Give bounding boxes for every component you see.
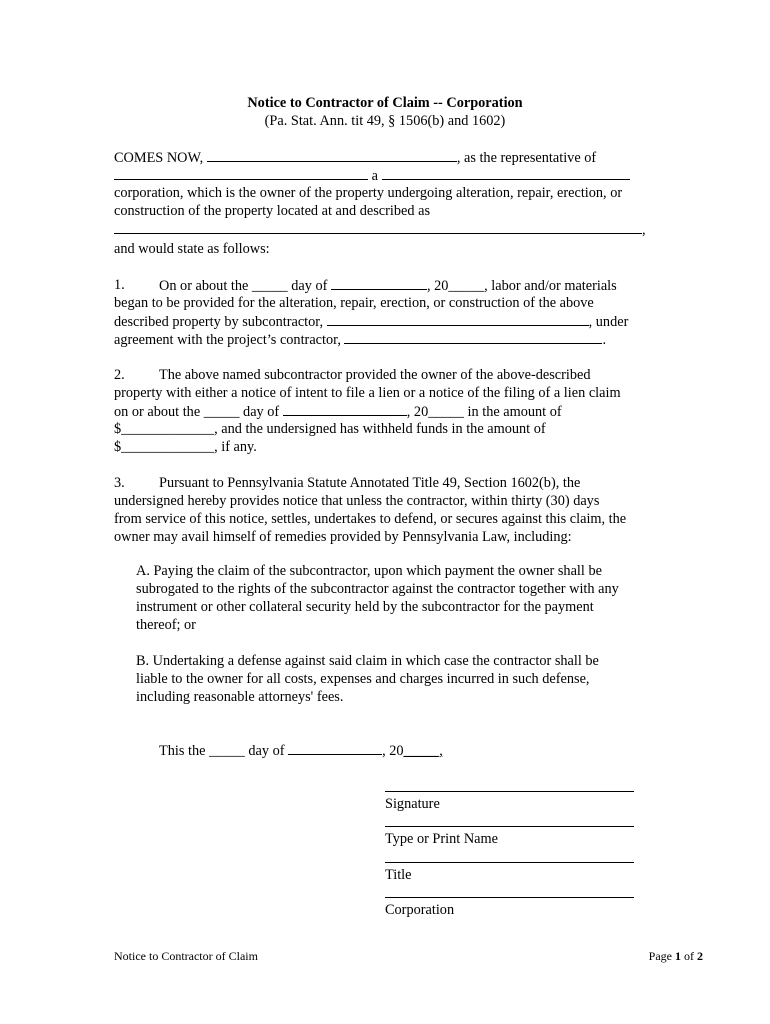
comes-now-text: COMES NOW,	[114, 150, 204, 166]
p3-line-4: owner may avail himself of remedies provided by Pennsylvania Law, including:	[114, 529, 572, 545]
p2-month-field[interactable]	[283, 402, 407, 416]
corporation-rule[interactable]	[385, 897, 634, 898]
date-day-text: This the _____ day of	[159, 743, 285, 759]
p3-number: 3.	[114, 475, 125, 491]
property-description-field[interactable]	[114, 220, 642, 234]
representative-name-field[interactable]	[207, 148, 457, 162]
p1-line-3	[114, 312, 628, 331]
corporation-state-field[interactable]	[382, 166, 630, 180]
p1-day-text: On or about the _____ day of	[159, 278, 328, 294]
p1-period-text: .	[602, 332, 607, 348]
p2-line-4: $_____________, and the undersigned has withheld funds in the amount of	[114, 421, 546, 437]
p3-line-2: undersigned hereby provides notice that unless the contractor, within thirty (30) days	[114, 493, 600, 509]
subcontractor-name-field[interactable]	[327, 312, 589, 326]
corporation-label: Corporation	[385, 902, 455, 918]
p3-line-1: Pursuant to Pennsylvania Statute Annotated Title 49, Section 1602(b), the	[159, 475, 581, 491]
title-label: Title	[385, 867, 412, 883]
intro-line-2	[114, 166, 630, 185]
signature-rule[interactable]	[385, 791, 634, 792]
p2-year-text: , 20_____ in the amount of	[406, 404, 562, 420]
date-year-field[interactable]: _____,	[403, 743, 443, 759]
p1-line-1	[159, 276, 617, 295]
p1-subcontractor-text: described property by subcontractor,	[114, 314, 324, 330]
page-indicator	[649, 949, 703, 963]
intro-line-3: corporation, which is the owner of the property undergoing alteration, repair, erection, or	[114, 185, 623, 201]
p1-number: 1.	[114, 277, 125, 293]
corporation-name-field[interactable]	[114, 166, 368, 180]
pA-line-2: subrogated to the rights of the subcontractor against the contractor together with any	[136, 581, 619, 597]
footer-document-name: Notice to Contractor of Claim	[114, 949, 258, 963]
signature-label: Signature	[385, 796, 440, 812]
state-follows: and would state as follows:	[114, 241, 270, 257]
p1-line-2: began to be provided for the alteration, repair, erection, or construction of the above	[114, 295, 594, 311]
of-label: of	[684, 949, 694, 963]
p2-day-text: on or about the _____ day of	[114, 404, 280, 420]
p1-year-text: , 20_____, labor and/or materials	[426, 278, 617, 294]
pA-line-1: A. Paying the claim of the subcontractor, upon which payment the owner shall be	[136, 563, 602, 579]
document-title: Notice to Contractor of Claim -- Corporation	[247, 95, 523, 111]
print-name-rule[interactable]	[385, 826, 634, 827]
print-name-label: Type or Print Name	[385, 831, 498, 847]
p1-month-field[interactable]	[331, 276, 427, 290]
date-year-prefix: , 20	[382, 743, 404, 759]
p2-line-1: The above named subcontractor provided the owner of the above-described	[159, 367, 591, 383]
pB-line-3: including reasonable attorneys' fees.	[136, 689, 344, 705]
p1-under-text: , under	[588, 314, 629, 330]
p2-line-2: property with either a notice of intent to file a lien or a notice of the filing of a lien claim	[114, 385, 621, 401]
pA-line-3: instrument or other collateral security held by the subcontractor for the payment	[136, 599, 594, 615]
total-pages-number: 2	[697, 949, 703, 963]
intro-line-5	[114, 220, 646, 239]
p1-line-4	[114, 330, 606, 349]
pA-line-4: thereof; or	[136, 617, 196, 633]
date-line	[159, 741, 443, 760]
title-rule[interactable]	[385, 862, 634, 863]
current-page-number: 1	[675, 949, 681, 963]
document-subtitle: (Pa. Stat. Ann. tit 49, § 1506(b) and 1602)	[264, 113, 506, 129]
pB-line-1: B. Undertaking a defense against said claim in which case the contractor shall be	[136, 653, 599, 669]
intro-line-4: construction of the property located at and described as	[114, 203, 431, 219]
contractor-name-field[interactable]	[344, 330, 602, 344]
p2-line-3	[114, 402, 562, 421]
intro-line-1	[114, 148, 596, 167]
p1-agreement-text: agreement with the project’s contractor,	[114, 332, 341, 348]
page-label: Page	[648, 949, 672, 963]
comma-text: ,	[642, 222, 646, 238]
p2-line-5: $_____________, if any.	[114, 439, 257, 455]
pB-line-2: liable to the owner for all costs, expenses and charges incurred in such defense,	[136, 671, 590, 687]
as-representative-text: , as the representative of	[456, 150, 597, 166]
date-month-field[interactable]	[288, 741, 382, 755]
a-text: a	[371, 168, 378, 184]
p2-number: 2.	[114, 367, 125, 383]
p3-line-3: from service of this notice, settles, undertakes to defend, or secures against this claim, the	[114, 511, 627, 527]
